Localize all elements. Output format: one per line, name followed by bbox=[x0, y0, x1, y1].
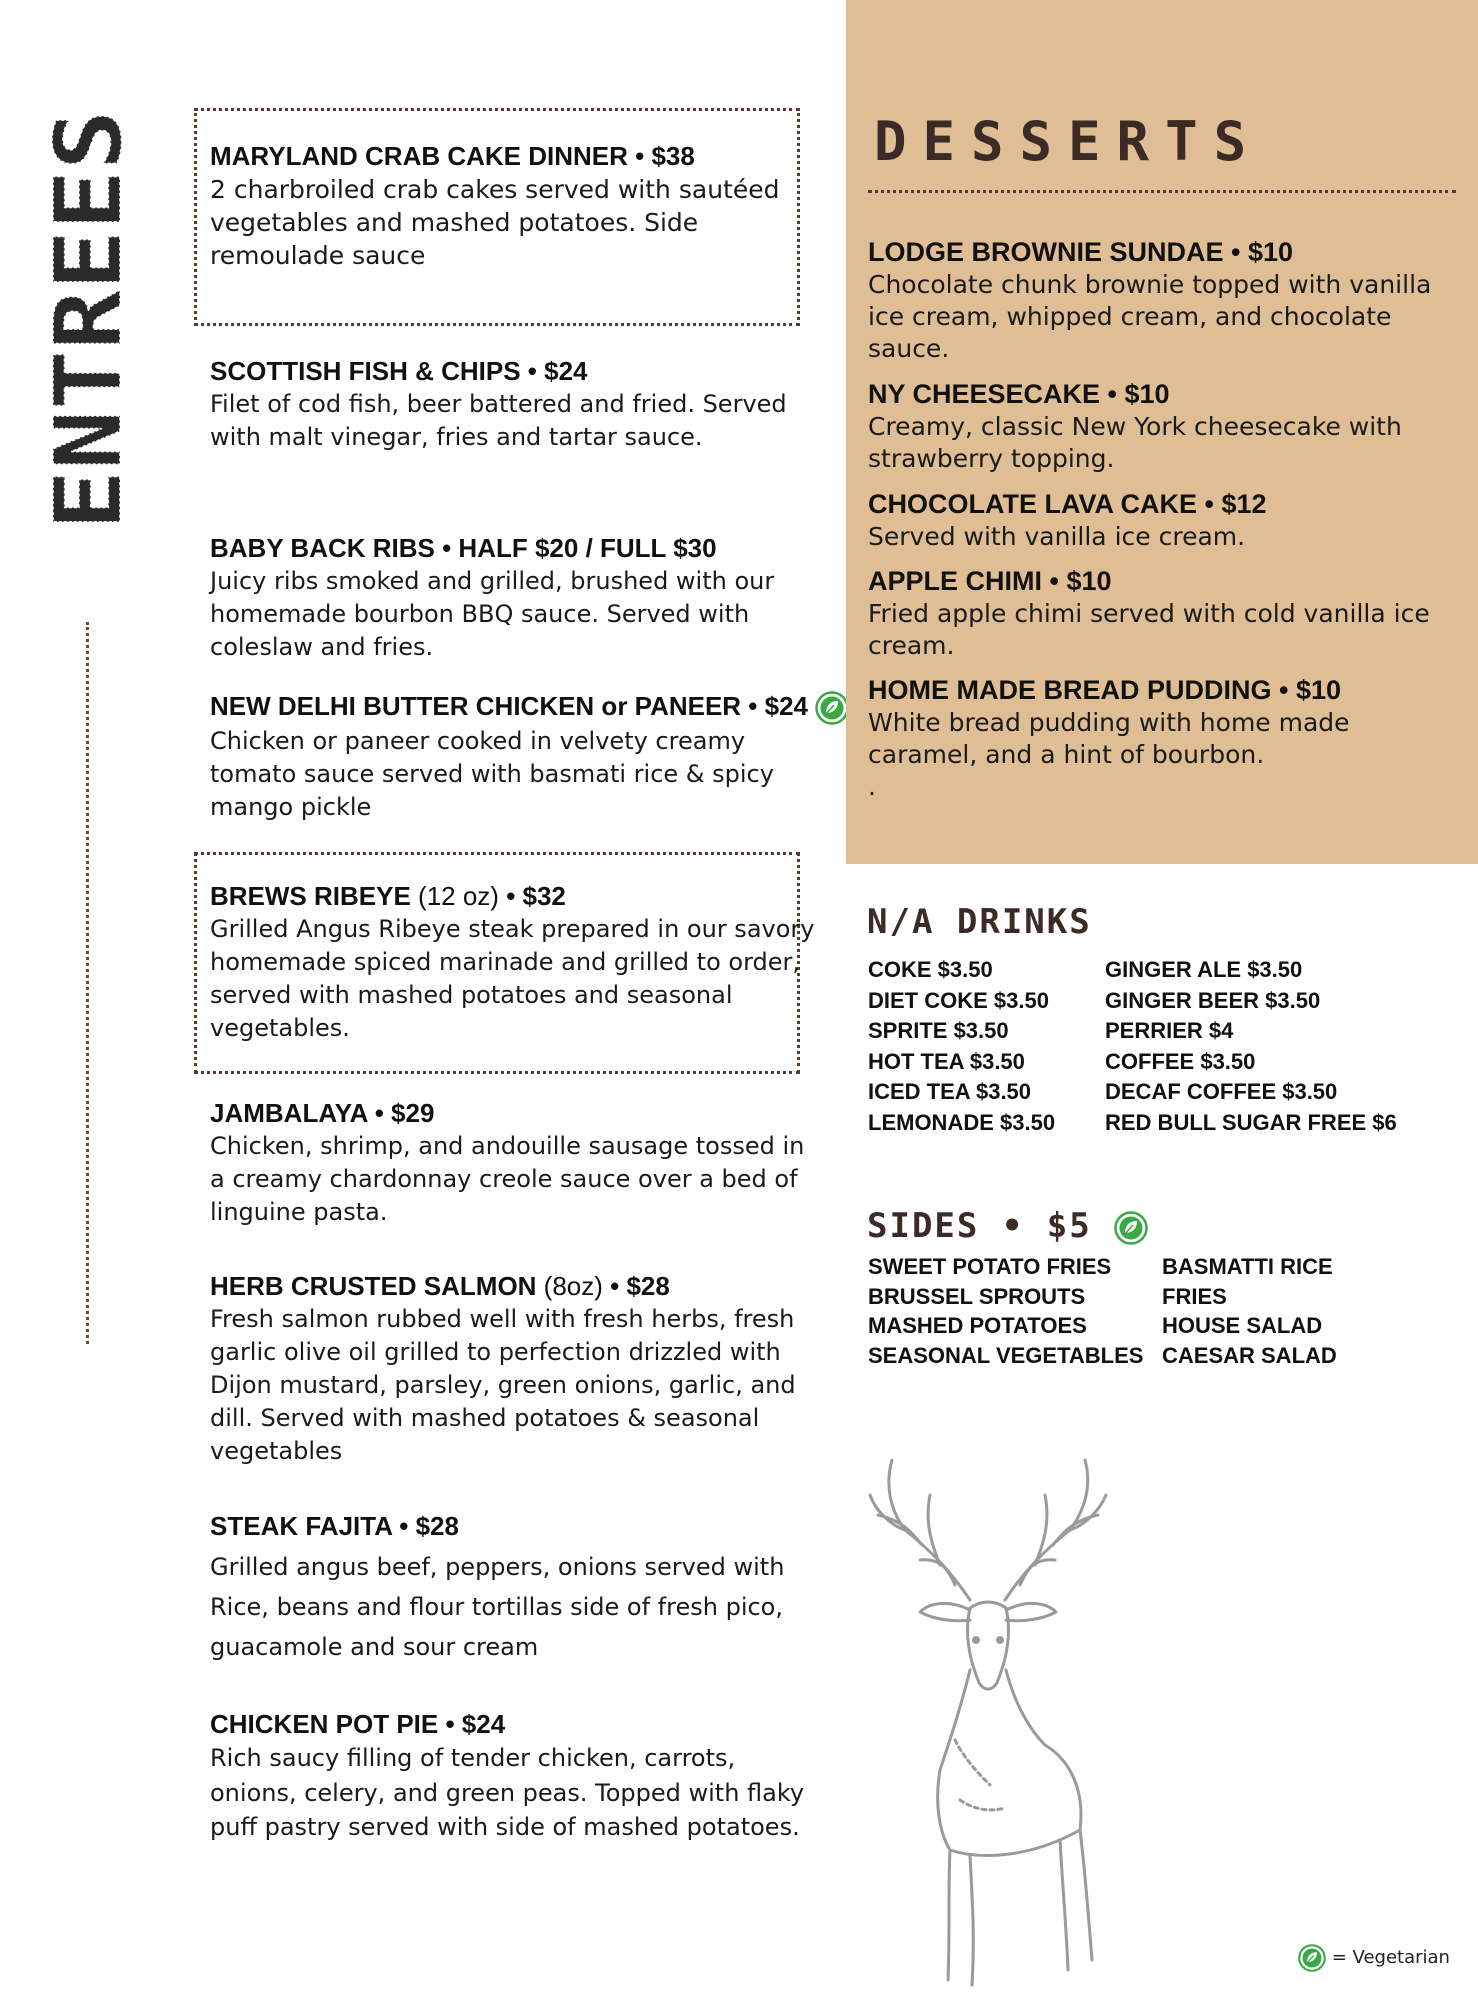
drink-item: HOT TEA $3.50 bbox=[868, 1048, 1025, 1074]
entree-name: STEAK FAJITA • $28 bbox=[210, 1511, 459, 1541]
side-item: SWEET POTATO FRIES bbox=[868, 1254, 1112, 1279]
entree-name: BREWS RIBEYE bbox=[210, 881, 411, 911]
drink-item: DECAF COFFEE $3.50 bbox=[1105, 1079, 1338, 1104]
vertical-divider bbox=[86, 622, 89, 1344]
leaf-icon bbox=[1114, 1211, 1148, 1245]
entree-item bbox=[210, 690, 820, 824]
entree-name: JAMBALAYA • $29 bbox=[210, 1098, 435, 1128]
entree-price: • $32 bbox=[506, 881, 566, 911]
drink-item: GINGER ALE $3.50 bbox=[1105, 957, 1303, 982]
entree-description: Rich saucy filling of tender chicken, carrots, onions, celery, and green peas. Topped with flaky puff pastry served with side of mashed potatoes. bbox=[210, 1744, 805, 1841]
entree-name: SCOTTISH FISH & CHIPS • $24 bbox=[210, 356, 588, 386]
side-item: MASHED POTATOES bbox=[868, 1313, 1087, 1338]
dessert-item bbox=[868, 378, 1448, 475]
dessert-description: Served with vanilla ice cream. bbox=[868, 522, 1246, 551]
entree-portion: (12 oz) bbox=[410, 881, 507, 911]
entree-description: Fresh salmon rubbed well with fresh herbs, fresh garlic olive oil grilled to perfection drizzled with Dijon mustard, parsley, green onions, garlic, and dill. Served with mashed potatoes & seasonal vegetables bbox=[210, 1305, 796, 1465]
dessert-item bbox=[868, 488, 1448, 553]
entree-description: Grilled angus beef, peppers, onions served with Rice, beans and flour tortillas side of fresh pico, guacamole and sour cream bbox=[210, 1553, 785, 1661]
legend-text: = Vegetarian bbox=[1331, 1947, 1450, 1968]
sides-title bbox=[867, 1206, 1148, 1246]
dessert-name: HOME MADE BREAD PUDDING • $10 bbox=[868, 675, 1342, 705]
entree-name-row bbox=[210, 690, 820, 725]
entree-description: Chicken or paneer cooked in velvety creamy tomato sauce served with basmati rice & spicy mango pickle bbox=[210, 727, 774, 822]
entrees-title bbox=[40, 100, 150, 540]
entree-name-row bbox=[210, 1270, 820, 1303]
vegetarian-legend bbox=[1298, 1944, 1450, 1972]
entree-name: CHICKEN POT PIE • $24 bbox=[210, 1709, 506, 1739]
drink-item: PERRIER $4 bbox=[1105, 1018, 1234, 1043]
side-item: FRIES bbox=[1162, 1283, 1227, 1309]
dessert-item bbox=[868, 236, 1448, 365]
drink-item: ICED TEA $3.50 bbox=[868, 1079, 1032, 1104]
entree-item bbox=[210, 140, 820, 272]
entree-description: Grilled Angus Ribeye steak prepared in our savory homemade spiced marinade and grilled to order, served with mashed potatoes and seasonal vegetables. bbox=[210, 915, 815, 1042]
entree-name: NEW DELHI BUTTER CHICKEN or PANEER • $24 bbox=[210, 691, 809, 721]
entree-item bbox=[210, 355, 820, 454]
entree-item bbox=[210, 1708, 820, 1845]
desserts-divider bbox=[868, 190, 1456, 193]
dessert-name: APPLE CHIMI • $10 bbox=[868, 566, 1112, 596]
drinks-list-right bbox=[1105, 955, 1397, 1138]
desserts-title: DESSERTS bbox=[874, 110, 1263, 173]
leaf-icon bbox=[815, 691, 849, 725]
entree-item bbox=[210, 880, 820, 1045]
drink-item: DIET COKE $3.50 bbox=[868, 987, 1049, 1013]
entree-item bbox=[210, 1270, 820, 1468]
deer-icon bbox=[830, 1440, 1130, 2000]
entrees-title-text: ENTREES bbox=[40, 142, 142, 530]
side-item: BASMATTI RICE bbox=[1162, 1254, 1333, 1279]
entree-item bbox=[210, 532, 820, 664]
dessert-description: White bread pudding with home made caramel, and a hint of bourbon. bbox=[868, 708, 1350, 769]
sides-list-left bbox=[868, 1252, 1143, 1370]
drinks-list-left bbox=[868, 955, 1055, 1138]
entree-portion: (8oz) bbox=[536, 1271, 611, 1301]
drink-item: COKE $3.50 bbox=[868, 957, 993, 982]
drink-item: GINGER BEER $3.50 bbox=[1105, 987, 1321, 1013]
drink-item: LEMONADE $3.50 bbox=[868, 1109, 1056, 1135]
drinks-title: N/A DRINKS bbox=[867, 902, 1092, 942]
drink-item: COFFEE $3.50 bbox=[1105, 1048, 1256, 1074]
entree-name: BABY BACK RIBS • HALF $20 / FULL $30 bbox=[210, 533, 717, 563]
entree-item bbox=[210, 1097, 820, 1229]
sides-list-right bbox=[1162, 1252, 1337, 1370]
entree-name: MARYLAND CRAB CAKE DINNER • $38 bbox=[210, 141, 695, 171]
entree-name-row bbox=[210, 880, 820, 913]
side-item: SEASONAL VEGETABLES bbox=[868, 1342, 1144, 1368]
side-item: CAESAR SALAD bbox=[1162, 1342, 1337, 1368]
dessert-description: Creamy, classic New York cheesecake with strawberry topping. bbox=[868, 412, 1402, 473]
entree-name: HERB CRUSTED SALMON bbox=[210, 1271, 537, 1301]
entree-description: Chicken, shrimp, and andouille sausage tossed in a creamy chardonnay creole sauce over a bed of linguine pasta. bbox=[210, 1132, 805, 1226]
dessert-name: LODGE BROWNIE SUNDAE • $10 bbox=[868, 237, 1294, 267]
dessert-item bbox=[868, 674, 1448, 803]
dessert-description: Chocolate chunk brownie topped with vanilla ice cream, whipped cream, and chocolate sauce. bbox=[868, 270, 1432, 363]
sides-title-text: SIDES • $5 bbox=[867, 1206, 1092, 1246]
entree-item bbox=[210, 1510, 820, 1667]
leaf-icon bbox=[1298, 1944, 1326, 1972]
drink-item: SPRITE $3.50 bbox=[868, 1018, 1009, 1043]
entree-description: Filet of cod fish, beer battered and fried. Served with malt vinegar, fries and tartar sauce. bbox=[210, 390, 787, 451]
entree-price: • $28 bbox=[610, 1271, 670, 1301]
side-item: HOUSE SALAD bbox=[1162, 1313, 1323, 1338]
dessert-item bbox=[868, 565, 1448, 662]
entree-description: Juicy ribs smoked and grilled, brushed with our homemade bourbon BBQ sauce. Served with coleslaw and fries. bbox=[210, 567, 775, 661]
entree-description: 2 charbroiled crab cakes served with sautéed vegetables and mashed potatoes. Side remoulade sauce bbox=[210, 175, 780, 270]
dessert-name: CHOCOLATE LAVA CAKE • $12 bbox=[868, 489, 1267, 519]
drink-item: RED BULL SUGAR FREE $6 bbox=[1105, 1109, 1397, 1135]
dessert-description: Fried apple chimi served with cold vanilla ice cream. bbox=[868, 599, 1430, 660]
side-item: BRUSSEL SPROUTS bbox=[868, 1283, 1086, 1309]
dessert-name: NY CHEESECAKE • $10 bbox=[868, 379, 1170, 409]
dessert-trailing-mark: . bbox=[868, 772, 876, 801]
